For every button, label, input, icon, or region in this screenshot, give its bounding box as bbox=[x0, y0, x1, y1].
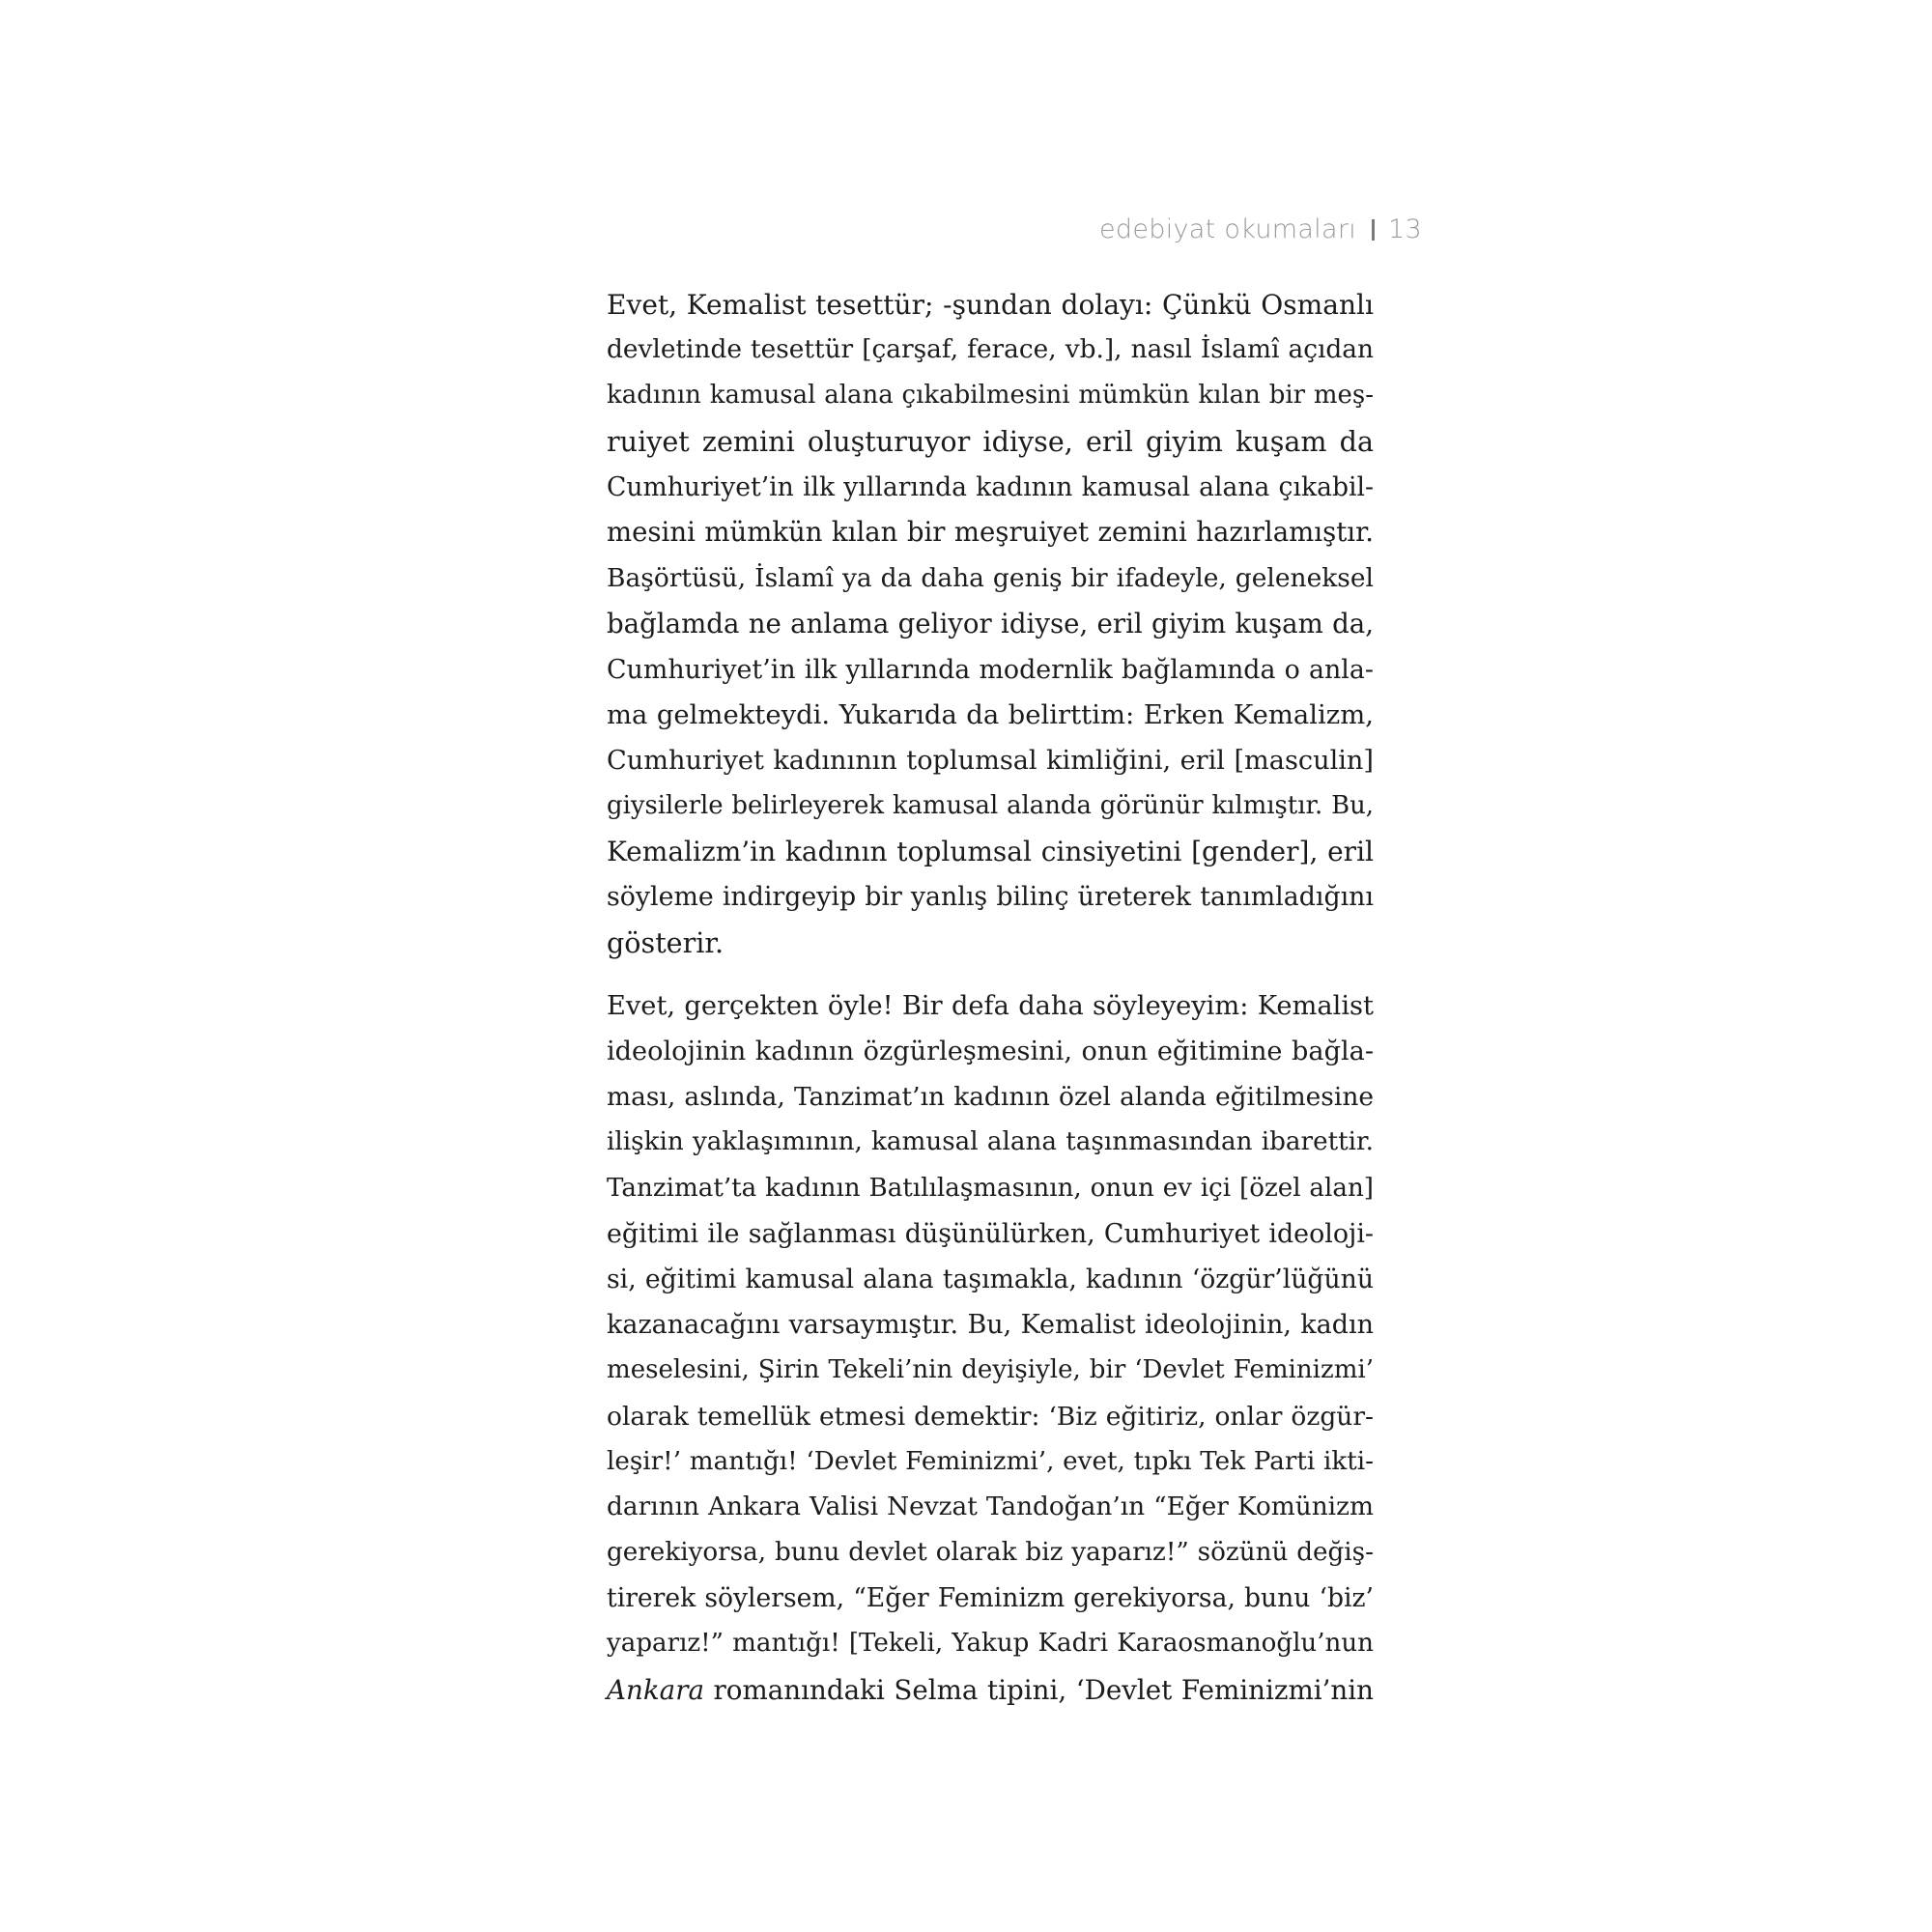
text-line: gerekiyorsa, bunu devlet olarak biz yaparız!” sözünü değiş- bbox=[607, 1538, 1374, 1568]
running-header bbox=[1099, 214, 1422, 244]
text-line: Kemalizm’in kadının toplumsal cinsiyetini [gender], eril bbox=[607, 836, 1374, 868]
text-line: ideolojinin kadının özgürleşmesini, onun eğitimine bağla- bbox=[607, 1037, 1374, 1066]
text-line: darının Ankara Valisi Nevzat Tandoğan’ın “Eğer Komünizm bbox=[607, 1492, 1374, 1521]
section-title: edebiyat okumaları bbox=[1099, 214, 1357, 244]
paragraph-2 bbox=[607, 983, 1374, 1713]
text-line: giysilerle belirleyerek kamusal alanda görünür kılmıştır. Bu, bbox=[607, 791, 1374, 821]
text-line: ma gelmekteydi. Yukarıda da belirttim: Erken Kemalizm, bbox=[607, 699, 1374, 730]
text-line: kadının kamusal alana çıkabilmesini mümkün kılan bir meş- bbox=[607, 381, 1374, 411]
text-line: mesini mümkün kılan bir meşruiyet zemini hazırlamıştır. bbox=[607, 516, 1374, 548]
text-line: Evet, gerçekten öyle! Bir defa daha söyleyeyim: Kemalist bbox=[607, 990, 1374, 1021]
text-line: Cumhuriyet’in ilk yıllarında modernlik bağlamında o anla- bbox=[607, 654, 1374, 685]
body-text bbox=[607, 282, 1374, 1713]
text-line: Başörtüsü, İslamî ya da daha geniş bir ifadeyle, geleneksel bbox=[607, 563, 1374, 594]
text-line: leşir!’ mantığı! ‘Devlet Feminizmi’, evet, tıpkı Tek Parti ikti- bbox=[607, 1446, 1374, 1476]
text-line: meselesini, Şirin Tekeli’nin deyişiyle, bir ‘Devlet Feminizmi’ bbox=[607, 1355, 1374, 1385]
text-line-final bbox=[607, 1667, 1374, 1713]
text-line: si, eğitimi kamusal alana taşımakla, kadının ‘özgür’lüğünü bbox=[607, 1264, 1374, 1294]
text-line: olarak temellük etmesi demektir: ‘Biz eğitiriz, onlar özgür- bbox=[607, 1401, 1374, 1432]
text-line: devletinde tesettür [çarşaf, ferace, vb.], nasıl İslamî açıdan bbox=[607, 335, 1374, 365]
text-line: gösterir. bbox=[607, 925, 724, 959]
text-line: Cumhuriyet’in ilk yıllarında kadının kamusal alana çıkabil- bbox=[607, 471, 1374, 502]
text-line: kazanacağını varsaymıştır. Bu, Kemalist ideolojinin, kadın bbox=[607, 1310, 1374, 1341]
text-line: Tanzimat’ta kadının Batılılaşmasının, onun ev içi [özel alan] bbox=[607, 1173, 1374, 1203]
text-run: romanındaki Selma tipini, ‘Devlet Feminizmi’nin bbox=[703, 1673, 1374, 1706]
page-number: 13 bbox=[1388, 214, 1422, 244]
paragraph-1 bbox=[607, 282, 1374, 966]
text-line: Cumhuriyet kadınının toplumsal kimliğini, eril [masculin] bbox=[607, 745, 1374, 776]
text-line: bağlamda ne anlama geliyor idiyse, eril giyim kuşam da, bbox=[607, 608, 1374, 640]
text-line: yaparız!” mantığı! [Tekeli, Yakup Kadri Karaosmanoğlu’nun bbox=[607, 1629, 1374, 1659]
text-line: tirerek söylersem, “Eğer Feminizm gerekiyorsa, bunu ‘biz’ bbox=[607, 1583, 1374, 1614]
text-line: ruiyet zemini oluşturuyor idiyse, eril giyim kuşam da bbox=[607, 424, 1374, 458]
italic-title: Ankara bbox=[607, 1673, 704, 1706]
text-line: eğitimi ile sağlanması düşünülürken, Cumhuriyet ideoloji- bbox=[607, 1218, 1374, 1249]
text-line: söyleme indirgeyip bir yanlış bilinç üreterek tanımladığını bbox=[607, 882, 1374, 913]
text-line: ilişkin yaklaşımının, kamusal alana taşınmasından ibarettir. bbox=[607, 1127, 1374, 1157]
header-separator bbox=[1372, 219, 1375, 241]
text-line: ması, aslında, Tanzimat’ın kadının özel alanda eğitilmesine bbox=[607, 1082, 1374, 1113]
text-line: Evet, Kemalist tesettür; -şundan dolayı: Çünkü Osmanlı bbox=[607, 289, 1374, 321]
